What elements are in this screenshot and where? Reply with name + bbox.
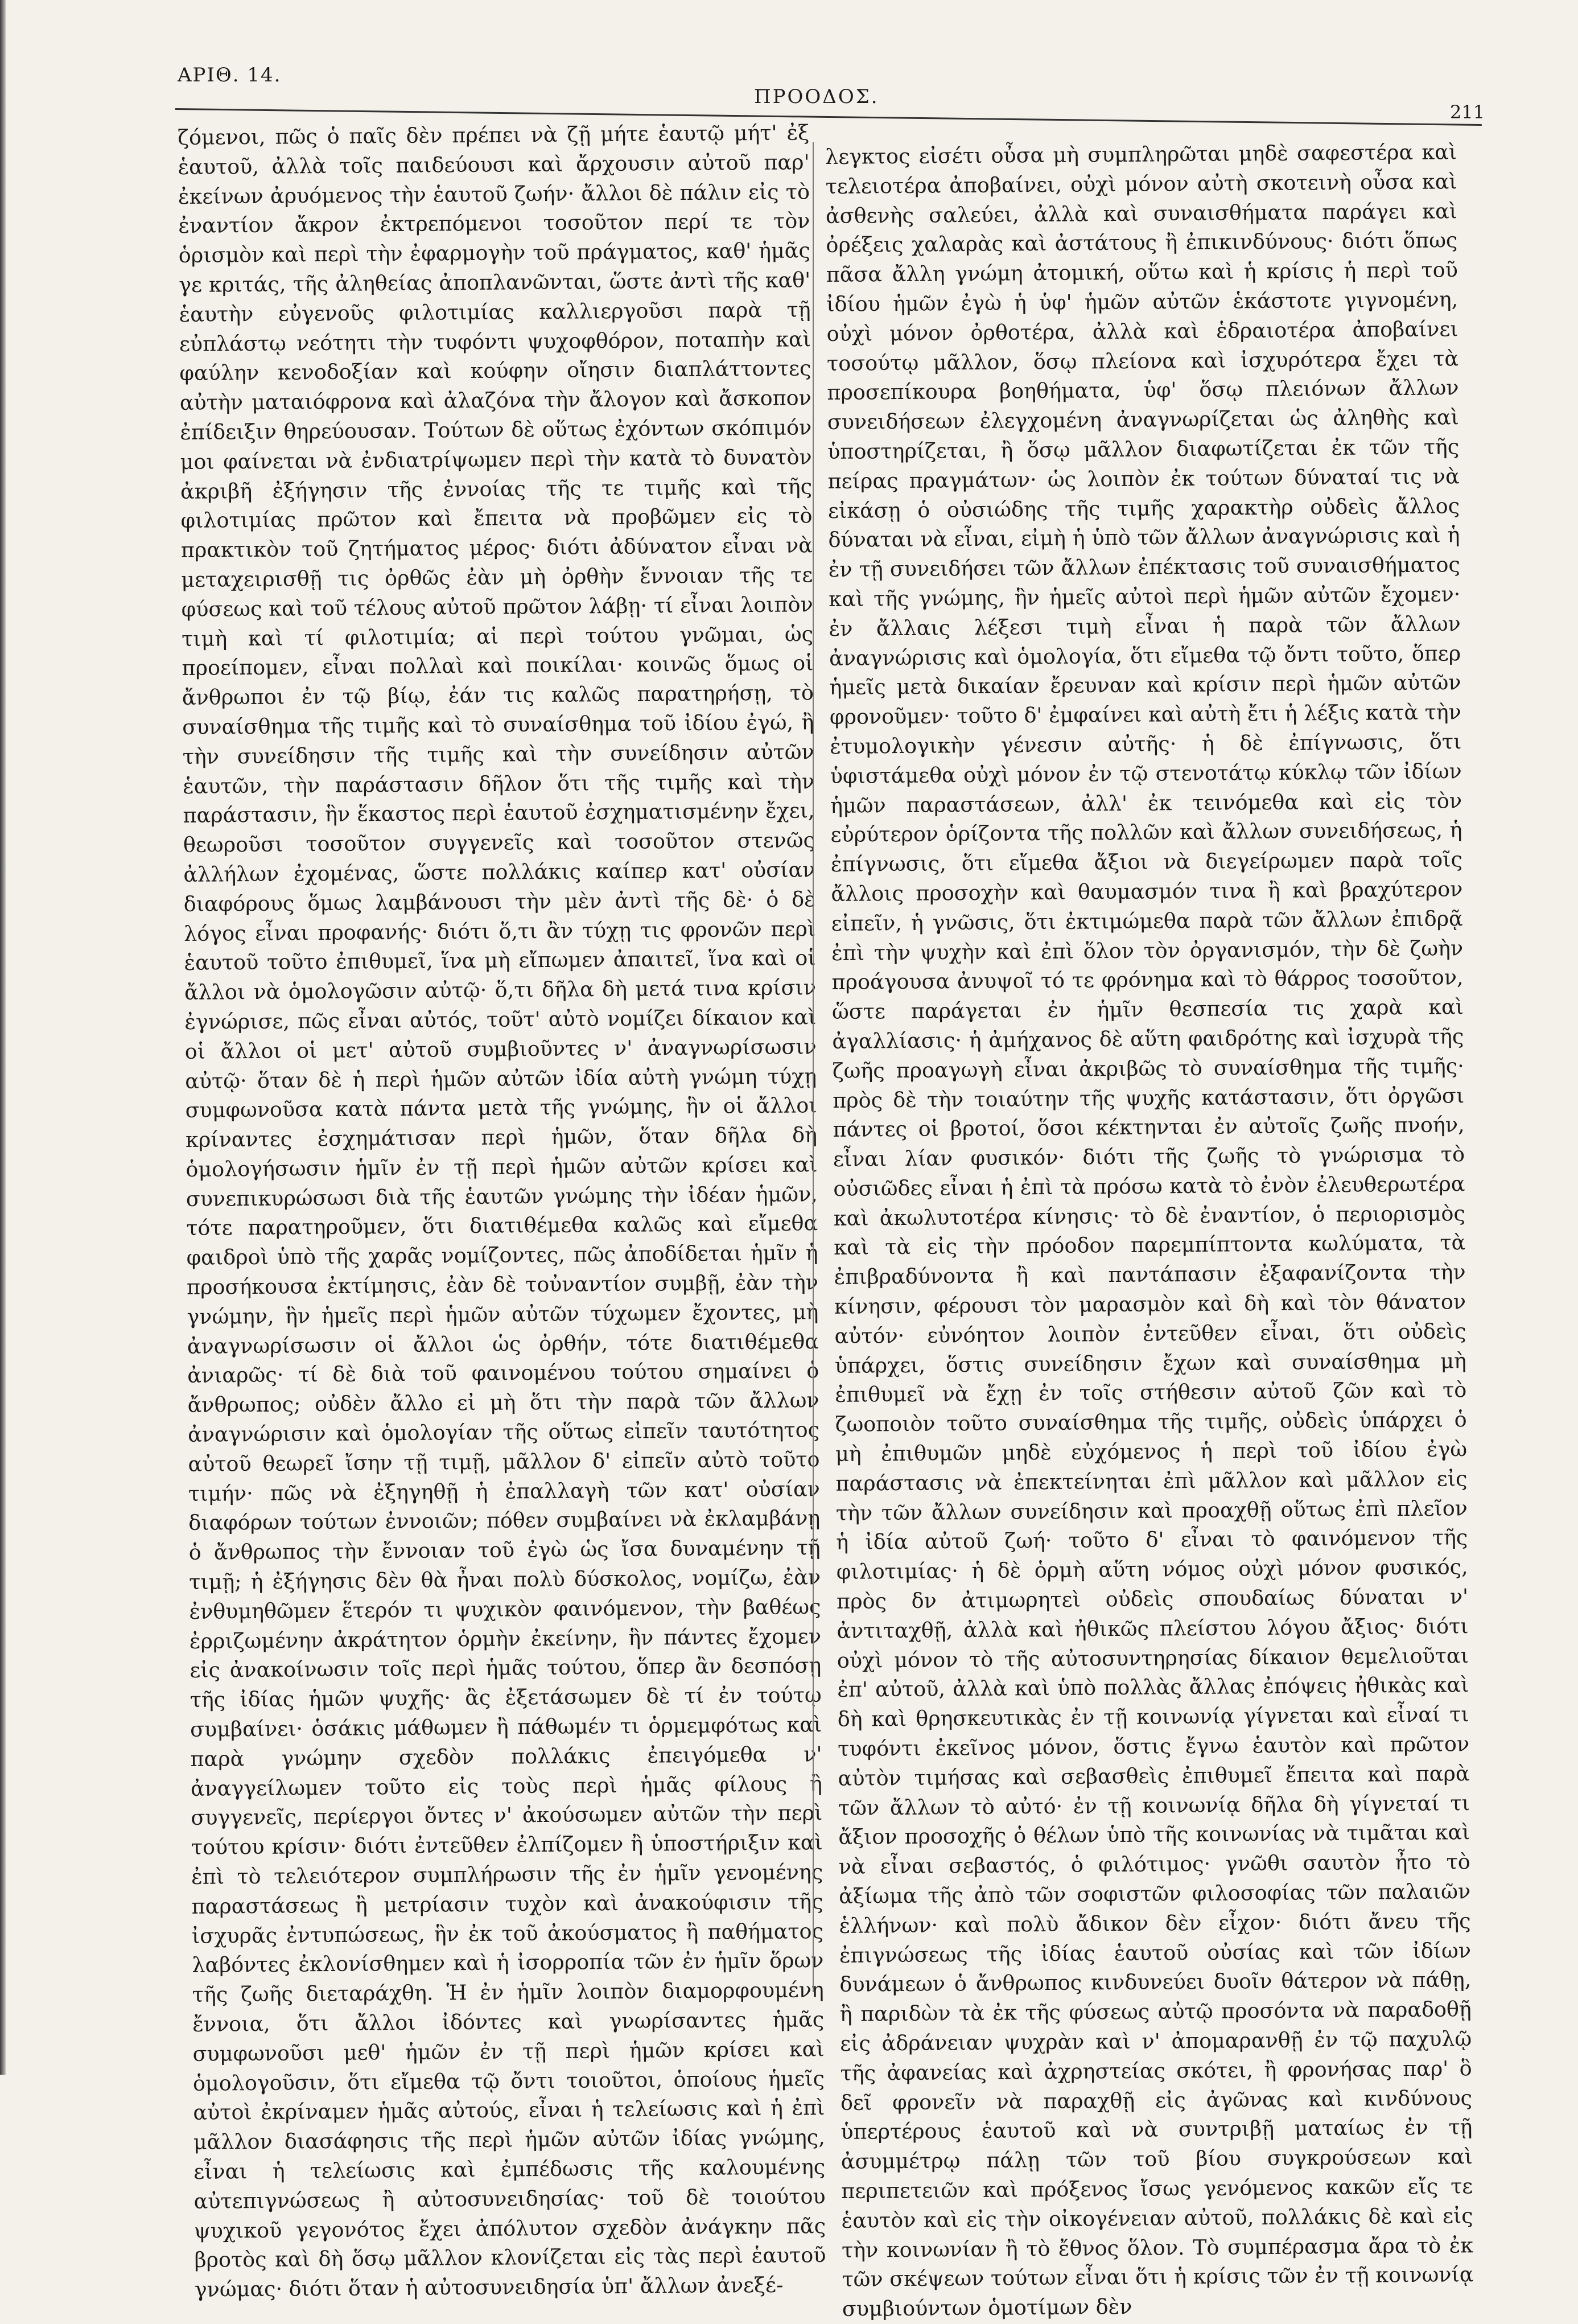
page-number: 211 bbox=[1450, 101, 1485, 123]
binding-edge bbox=[0, 0, 6, 2075]
right-column-text: λεγκτος εἰσέτι οὖσα μὴ συμπληρῶται μηδὲ σαφεστέρα καὶ τελειοτέρα ἀποβαίνει, οὐχὶ μόνον αὐτὴ σκοτεινὴ οὖσα καὶ ἀσθενὴς σαλεύει, ἀλλὰ καὶ συναισθήματα παράγει καὶ ὀρέξεις χαλαρὰς καὶ ἀστάτους ἢ ἐπικινδύνους· διότι ὅπως πᾶσα ἄλλη γνώμη ἀτομική, οὕτω καὶ ἡ κρίσις ἡ περὶ τοῦ ἰδίου ἡμῶν ἐγὼ ἡ ὑφ' ἡμῶν αὐτῶν ἑκάστοτε γιγνομένη, οὐχὶ μόνον ὀρθοτέρα, ἀλλὰ καὶ ἑδραιοτέρα ἀποβαίνει τοσούτῳ μᾶλλον, ὅσῳ πλείονα καὶ ἰσχυρότερα ἔχει τὰ προσεπίκουρα βοηθήματα, ὑφ' ὅσῳ πλειόνων ἄλλων συνειδήσεων ἐλεγχομένη ἀναγνωρίζεται ὡς ἀληθὴς καὶ ὑποστηρίζεται, ἢ ὅσῳ μᾶλλον διαφωτίζεται ἐκ τῶν τῆς πείρας πραγμάτων· ὡς λοιπὸν ἐκ τούτων δύναταί τις νὰ εἰκάσῃ ὁ οὐσιώδης τῆς τιμῆς χαρακτὴρ οὐδεὶς ἄλλος δύναται νὰ εἶναι, εἰμὴ ἡ ὑπὸ τῶν ἄλλων ἀναγνώρισις καὶ ἡ ἐν τῇ συνειδήσει τῶν ἄλλων ἐπέκτασις τοῦ συναισθήματος καὶ τῆς γνώμης, ἣν ἡμεῖς αὐτοὶ περὶ ἡμῶν αὐτῶν ἔχομεν· ἐν ἄλλαις λέξεσι τιμὴ εἶναι ἡ παρὰ τῶν ἄλλων ἀναγνώρισις καὶ ὁμολογία, ὅτι εἴμεθα τῷ ὄντι τοῦτο, ὅπερ ἡμεῖς μετὰ δικαίαν ἔρευναν καὶ κρίσιν περὶ ἡμῶν αὐτῶν φρονοῦμεν· τοῦτο δ' ἐμφαίνει καὶ αὐτὴ ἔτι ἡ λέξις κατὰ τὴν ἐτυμολογικὴν γένεσιν αὐτῆς· ἡ δὲ ἐπίγνωσις, ὅτι ὑφιστάμεθα οὐχὶ μόνον ἐν τῷ στενοτάτῳ κύκλῳ τῶν ἰδίων ἡμῶν παραστάσεων, ἀλλ' ἐκ τεινόμεθα καὶ εἰς τὸν εὐρύτερον ὁρίζοντα τῆς πολλῶν καὶ ἄλλων συνειδήσεως, ἡ ἐπίγνωσις, ὅτι εἴμεθα ἄξιοι νὰ διεγείρωμεν παρὰ τοῖς ἄλλοις προσοχὴν καὶ θαυμασμόν τινα ἢ καὶ βραχύτερον εἰπεῖν, ἡ γνῶσις, ὅτι ἐκτιμώμεθα παρὰ τῶν ἄλλων ἐπιδρᾷ ἐπὶ τὴν ψυχὴν καὶ ἐπὶ ὅλον τὸν ὀργανισμόν, τὴν δὲ ζωὴν προάγουσα ἀνυψοῖ τό τε φρόνημα καὶ τὸ θάρρος τοσοῦτον, ὥστε παράγεται ἐν ἡμῖν θεσπεσία τις χαρὰ καὶ ἀγαλλίασις· ἡ ἀμήχανος δὲ αὕτη φαιδρότης καὶ ἰσχυρὰ τῆς ζωῆς προαγωγὴ εἶναι ἀκριβῶς τὸ συναίσθημα τῆς τιμῆς· πρὸς δὲ τὴν τοιαύτην τῆς ψυχῆς κατάστασιν, ὅτι ὀργῶσι πάντες οἱ βροτοί, ὅσοι κέκτηνται ἐν αὐτοῖς ζωῆς πνοήν, εἶναι λίαν φυσικόν· διότι τῆς ζωῆς τὸ γνώρισμα τὸ οὐσιῶδες εἶναι ἡ ἐπὶ τὰ πρόσω κατὰ τὸ ἐνὸν ἐλευθερωτέρα καὶ ἀκωλυτοτέρα κίνησις· τὸ δὲ ἐναντίον, ὁ περιορισμὸς καὶ τὰ εἰς τὴν πρόοδον παρεμπίπτοντα κωλύματα, τὰ ἐπιβραδύνοντα ἢ καὶ παντάπασιν ἐξαφανίζοντα τὴν κίνησιν, φέρουσι τὸν μαρασμὸν καὶ δὴ καὶ τὸν θάνατον αὐτόν· εὐνόητον λοιπὸν ἐντεῦθεν εἶναι, ὅτι οὐδεὶς ὑπάρχει, ὅστις συνείδησιν ἔχων καὶ συναίσθημα μὴ ἐπιθυμεῖ νὰ ἔχῃ ἐν τοῖς στήθεσιν αὐτοῦ ζῶν καὶ τὸ ζωοποιὸν τοῦτο συναίσθημα τῆς τιμῆς, οὐδεὶς ὑπάρχει ὁ μὴ ἐπιθυμῶν μηδὲ εὐχόμενος ἡ περὶ τοῦ ἰδίου ἐγὼ παράστασις νὰ ἐπεκτείνηται ἐπὶ μᾶλλον καὶ μᾶλλον εἰς τὴν τῶν ἄλλων συνείδησιν καὶ προαχθῇ οὕτως ἐπὶ πλεῖον ἡ ἰδία αὐτοῦ ζωή· τοῦτο δ' εἶναι τὸ φαινόμενον τῆς φιλοτιμίας· ἡ δὲ ὁρμὴ αὕτη νόμος οὐχὶ μόνον φυσικός, πρὸς δν ἀτιμωρητεὶ οὐδεὶς σπουδαίως δύναται ν' ἀντιταχθῇ, ἀλλὰ καὶ ἠθικῶς πλείστου λόγου ἄξιος· διότι οὐχὶ μόνον τὸ τῆς αὐτοσυντηρησίας δίκαιον θεμελιοῦται ἐπ' αὐτοῦ, ἀλλὰ καὶ ὑπὸ πολλὰς ἄλλας ἐπόψεις ἠθικὰς καὶ δὴ καὶ θρησκευτικὰς ἐν τῇ κοινωνίᾳ γίγνεται καὶ εἶναί τι τυφόντι ἐκεῖνος μόνον, ὅστις ἔγνω ἑαυτὸν καὶ πρῶτον αὐτὸν τιμήσας καὶ σεβασθεὶς ἐπιθυμεῖ ἔπειτα καὶ παρὰ τῶν ἄλλων τὸ αὐτό· ἐν τῇ κοινωνίᾳ δῆλα δὴ γίγνεταί τι ἄξιον προσοχῆς ὁ θέλων ὑπὸ τῆς κοινωνίας νὰ τιμᾶται καὶ νὰ εἶναι σεβαστός, ὁ φιλότιμος· γνῶθι σαυτὸν ἦτο τὸ ἀξίωμα τῆς ἀπὸ τῶν σοφιστῶν φιλοσοφίας τῶν παλαιῶν ἑλλήνων· καὶ πολὺ ἄδικον δὲν εἶχον· διότι ἄνευ τῆς ἐπιγνώσεως τῆς ἰδίας ἑαυτοῦ οὐσίας καὶ τῶν ἰδίων δυνάμεων ὁ ἄνθρωπος κινδυνεύει δυοῖν θάτερον νὰ πάθῃ, ἢ παριδὼν τὰ ἐκ τῆς φύσεως αὐτῷ προσόντα νὰ παραδοθῇ εἰς ἀδράνειαν ψυχρὰν καὶ ν' ἀπομαρανθῇ ἐν τῷ παχυλῷ τῆς ἀφανείας καὶ ἀχρηστείας σκότει, ἢ φρονήσας παρ' ὃ δεῖ φρονεῖν νὰ παραχθῇ εἰς ἀγῶνας καὶ κινδύνους ὑπερτέρους ἑαυτοῦ καὶ νὰ συντριβῇ ματαίως ἐν τῇ ἀσυμμέτρῳ πάλῃ τῶν τοῦ βίου συγκρούσεων καὶ περιπετειῶν καὶ πρόξενος ἴσως γενόμενος κακῶν εἴς τε ἑαυτὸν καὶ εἰς τὴν οἰκογένειαν αὐτοῦ, πολλάκις δὲ καὶ εἰς τὴν κοινωνίαν ἢ τὸ ἔθνος ὅλον. Τὸ συμπέρασμα ἄρα τὸ ἐκ τῶν σκέψεων τούτων εἶναι ὅτι ἡ κρίσις τῶν ἐν τῇ κοινωνίᾳ συμβιούντων ὁμοτίμων δὲν bbox=[825, 139, 1474, 2322]
column-divider bbox=[813, 142, 814, 1992]
issue-number: ΑΡΙΘ. 14. bbox=[178, 64, 282, 87]
left-column bbox=[178, 118, 826, 2305]
publication-title: ΠΡΟΟΔΟΣ. bbox=[754, 85, 879, 108]
left-column-text: ζόμενοι, πῶς ὁ παῖς δὲν πρέπει νὰ ζῇ μήτε ἑαυτῷ μήτ' ἐξ ἑαυτοῦ, ἀλλὰ τοῖς παιδεύουσι καὶ ἄρχουσιν αὐτοῦ παρ' ἐκείνων ἀρυόμενος τὴν ἑαυτοῦ ζωήν· ἄλλοι δὲ πάλιν εἰς τὸ ἐναντίον ἄκρον ἐκτρεπόμενοι τοσοῦτον περί τε τὸν ὁρισμὸν καὶ περὶ τὴν ἐφαρμογὴν τοῦ πράγματος, καθ' ἡμᾶς γε κριτάς, τῆς ἀληθείας ἀποπλανῶνται, ὥστε ἀντὶ τῆς καθ' ἑαυτὴν εὐγενοῦς φιλοτιμίας καλλιεργοῦσι παρὰ τῇ εὐπλάστῳ νεότητι τὴν τυφόντι ψυχοφθόρον, ποταπὴν καὶ φαύλην κενοδοξίαν καὶ κούφην οἴησιν διαπλάττοντες αὐτὴν ματαιόφρονα καὶ ἀλαζόνα τὴν ἄλογον καὶ ἄσκοπον ἐπίδειξιν θηρεύουσαν. Τούτων δὲ οὕτως ἐχόντων σκόπιμόν μοι φαίνεται νὰ ἐνδιατρίψωμεν περὶ τὴν κατὰ τὸ δυνατὸν ἀκριβῆ ἐξήγησιν τῆς ἐννοίας τῆς τε τιμῆς καὶ τῆς φιλοτιμίας πρῶτον καὶ ἔπειτα νὰ προβῶμεν εἰς τὸ πρακτικὸν τοῦ ζητήματος μέρος· διότι ἀδύνατον εἶναι νὰ μεταχειρισθῇ τις ὀρθῶς ἐὰν μὴ ὀρθὴν ἔννοιαν τῆς τε φύσεως καὶ τοῦ τέλους αὐτοῦ πρῶτον λάβῃ· τί εἶναι λοιπὸν τιμὴ καὶ τί φιλοτιμία; αἱ περὶ τούτου γνῶμαι, ὡς προείπομεν, εἶναι πολλαὶ καὶ ποικίλαι· κοινῶς ὅμως οἱ ἄνθρωποι ἐν τῷ βίῳ, ἐάν τις καλῶς παρατηρήσῃ, τὸ συναίσθημα τῆς τιμῆς καὶ τὸ συναίσθημα τοῦ ἰδίου ἐγώ, ἢ τὴν συνείδησιν τῆς τιμῆς καὶ τὴν συνείδησιν αὐτῶν ἑαυτῶν, τὴν παράστασιν δῆλον ὅτι τῆς τιμῆς καὶ τὴν παράστασιν, ἣν ἕκαστος περὶ ἑαυτοῦ ἐσχηματισμένην ἔχει, θεωροῦσι τοσοῦτον συγγενεῖς καὶ τοσοῦτον στενῶς ἀλλήλων ἐχομένας, ὥστε πολλάκις καίπερ κατ' οὐσίαν διαφόρους ὅμως λαμβάνουσι τὴν μὲν ἀντὶ τῆς δὲ· ὁ δὲ λόγος εἶναι προφανής· διότι ὅ,τι ἂν τύχῃ τις φρονῶν περὶ ἑαυτοῦ τοῦτο ἐπιθυμεῖ, ἵνα μὴ εἴπωμεν ἀπαιτεῖ, ἵνα καὶ οἱ ἄλλοι νὰ ὁμολογῶσιν αὐτῷ· ὅ,τι δῆλα δὴ μετά τινα κρίσιν ἐγνώρισε, πῶς εἶναι αὐτός, τοῦτ' αὐτὸ νομίζει δίκαιον καὶ οἱ ἄλλοι οἱ μετ' αὐτοῦ συμβιοῦντες ν' ἀναγνωρίσωσιν αὐτῷ· ὅταν δὲ ἡ περὶ ἡμῶν αὐτῶν ἰδία αὐτὴ γνώμη τύχῃ συμφωνοῦσα κατὰ πάντα μετὰ τῆς γνώμης, ἣν οἱ ἄλλοι κρίναντες ἐσχημάτισαν περὶ ἡμῶν, ὅταν δῆλα δὴ ὁμολογήσωσιν ἡμῖν ἐν τῇ περὶ ἡμῶν αὐτῶν κρίσει καὶ συνεπικυρώσωσι διὰ τῆς ἑαυτῶν γνώμης τὴν ἰδέαν ἡμῶν, τότε παρατηροῦμεν, ὅτι διατιθέμεθα καλῶς καὶ εἴμεθα φαιδροὶ ὑπὸ τῆς χαρᾶς νομίζοντες, πῶς ἀποδίδεται ἡμῖν ἡ προσήκουσα ἐκτίμησις, ἐὰν δὲ τοὐναντίον συμβῇ, ἐὰν τὴν γνώμην, ἣν ἡμεῖς περὶ ἡμῶν αὐτῶν τύχωμεν ἔχοντες, μὴ ἀναγνωρίσωσιν οἱ ἄλλοι ὡς ὀρθήν, τότε διατιθέμεθα ἀνιαρῶς· τί δὲ διὰ τοῦ φαινομένου τούτου σημαίνει ὁ ἄνθρωπος; οὐδὲν ἄλλο εἰ μὴ ὅτι τὴν παρὰ τῶν ἄλλων ἀναγνώρισιν καὶ ὁμολογίαν τῆς οὕτως εἰπεῖν ταυτότητος αὐτοῦ θεωρεῖ ἴσην τῇ τιμῇ, μᾶλλον δ' εἰπεῖν αὐτὸ τοῦτο τιμήν· πῶς νὰ ἐξηγηθῇ ἡ ἐπαλλαγὴ τῶν κατ' οὐσίαν διαφόρων τούτων ἐννοιῶν; πόθεν συμβαίνει νὰ ἐκλαμβάνῃ ὁ ἄνθρωπος τὴν ἔννοιαν τοῦ ἐγὼ ὡς ἴσα δυναμένην τῇ τιμῇ; ἡ ἐξήγησις δὲν θὰ ἦναι πολὺ δύσκολος, νομίζω, ἐὰν ἐνθυμηθῶμεν ἕτερόν τι ψυχικὸν φαινόμενον, τὴν βαθέως ἐρριζωμένην ἀκράτητον ὁρμὴν ἐκείνην, ἣν πάντες ἔχομεν εἰς ἀνακοίνωσιν τοῖς περὶ ἡμᾶς τούτου, ὅπερ ἂν δεσπόσῃ τῆς ἰδίας ἡμῶν ψυχῆς· ἂς ἐξετάσωμεν δὲ τί ἐν τούτῳ συμβαίνει· ὁσάκις μάθωμεν ἢ πάθωμέν τι ὁρμεμφότως καὶ παρὰ γνώμην σχεδὸν πολλάκις ἐπειγόμεθα ν' ἀναγγείλωμεν τοῦτο εἰς τοὺς περὶ ἡμᾶς φίλους ἢ συγγενεῖς, περίεργοι ὄντες ν' ἀκούσωμεν αὐτῶν τὴν περὶ τούτου κρίσιν· διότι ἐντεῦθεν ἐλπίζομεν ἢ ὑποστήριξιν καὶ ἐπὶ τὸ τελειότερον συμπλήρωσιν τῆς ἐν ἡμῖν γενομένης παραστάσεως ἢ μετρίασιν τυχὸν καὶ ἀνακούφισιν τῆς ἰσχυρᾶς ἐντυπώσεως, ἣν ἐκ τοῦ ἀκούσματος ἢ παθήματος λαβόντες ἐκλονίσθημεν καὶ ἡ ἰσορροπία τῶν ἐν ἡμῖν ὅρων τῆς ζωῆς διεταράχθη. Ἡ ἐν ἡμῖν λοιπὸν διαμορφουμένη ἔννοια, ὅτι ἄλλοι ἰδόντες καὶ γνωρίσαντες ἡμᾶς συμφωνοῦσι μεθ' ἡμῶν ἐν τῇ περὶ ἡμῶν κρίσει καὶ ὁμολογοῦσιν, ὅτι εἴμεθα τῷ ὄντι τοιοῦτοι, ὁποίους ἡμεῖς αὐτοὶ ἐκρίναμεν ἡμᾶς αὐτούς, εἶναι ἡ τελείωσις καὶ ἡ ἐπὶ μᾶλλον διασάφησις τῆς περὶ ἡμῶν αὐτῶν ἰδίας γνώμης, εἶναι ἡ τελείωσις καὶ ἐμπέδωσις τῆς καλουμένης αὐτεπιγνώσεως ἢ αὐτοσυνειδησίας· τοῦ δὲ τοιούτου ψυχικοῦ γεγονότος ἔχει ἀπόλυτον σχεδὸν ἀνάγκην πᾶς βροτὸς καὶ δὴ ὅσῳ μᾶλλον κλονίζεται εἰς τὰς περὶ ἑαυτοῦ γνώμας· διότι ὅταν ἡ αὐτοσυνειδησία ὑπ' ἄλλων ἀνεξέ- bbox=[178, 120, 826, 2302]
right-column bbox=[825, 137, 1474, 2324]
